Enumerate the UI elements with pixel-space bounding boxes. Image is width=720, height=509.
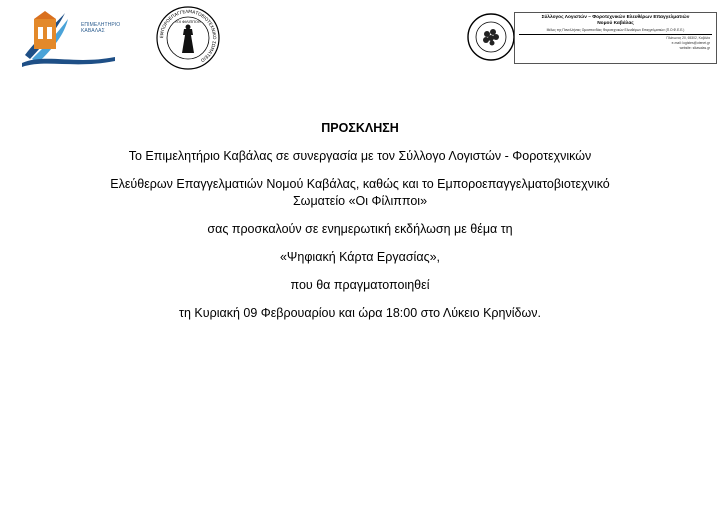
seal-center-text: «ΟΙ ΦΙΛΙΠΠΟΙ» — [174, 20, 202, 24]
invitation-body — [60, 121, 660, 322]
accountants-address: Πλάτωνος 20, 65302, Καβάλα — [666, 36, 710, 40]
invitation-line-3: Σωματείο «Οι Φίλιπποι» — [292, 194, 428, 208]
accountants-title-line2: Νομού Καβάλας — [597, 21, 634, 26]
association-seal — [155, 5, 221, 71]
accountants-contact — [666, 36, 710, 51]
accountants-title-line1: Σύλλογος Λογιστών – Φοροτεχνικών Ελευθέρων Επαγγελματιών — [541, 15, 690, 20]
accountants-info-box — [514, 12, 717, 64]
invitation-line-7: τη Κυριακή 09 Φεβρουαρίου και ώρα 18:00 στο Λύκειο Κρηνίδων. — [179, 306, 541, 320]
chamber-logo — [20, 5, 120, 69]
chamber-emblem-icon — [20, 5, 120, 69]
invitation-line-6: που θα πραγματοποιηθεί — [290, 278, 430, 292]
invitation-title: ΠΡΟΣΚΛΗΣΗ — [321, 121, 399, 135]
accountants-title — [515, 15, 716, 27]
accountants-seal-icon — [466, 12, 516, 62]
seal-icon — [155, 5, 221, 71]
chamber-name — [81, 22, 120, 34]
invitation-line-5: «Ψηφιακή Κάρτα Εργασίας», — [279, 250, 441, 264]
accountants-website[interactable]: website: slkavalas.gr — [679, 46, 710, 50]
invitation-line-2: Ελεύθερων Επαγγελματιών Νομού Καβάλας, καθώς και το Εμποροεπαγγελματοβιοτεχνικό — [110, 177, 610, 191]
chamber-name-line1: ΕΠΙΜΕΛΗΤΗΡΙΟ — [81, 22, 121, 28]
invitation-line-4: σας προσκαλούν σε ενημερωτική εκδήλωση με θέμα τη — [207, 222, 513, 236]
accountants-header — [463, 9, 718, 64]
invitation-line-1: Το Επιμελητήριο Καβάλας σε συνεργασία με τον Σύλλογο Λογιστών - Φοροτεχνικών — [128, 149, 592, 163]
accountants-email[interactable]: e-mail: logistes@otenet.gr — [671, 41, 710, 45]
seal-ring-text: ΕΜΠΟΡΟΕΠΑΓΓΕΛΜΑΤΟΒΙΟΤΕΧΝΙΚΟ ΣΩΜΑΤΕΙΟ — [159, 9, 217, 63]
accountants-divider — [519, 34, 712, 35]
chamber-name-line2: ΚΑΒΑΛΑΣ — [81, 28, 105, 34]
accountants-subtitle: Μέλος της Πανελλήνιας Ομοσπονδίας Φοροτεχνικών Ελευθέρων Επαγγελματιών (Π.Ο.Φ.Ε.Ε.) — [546, 28, 685, 32]
